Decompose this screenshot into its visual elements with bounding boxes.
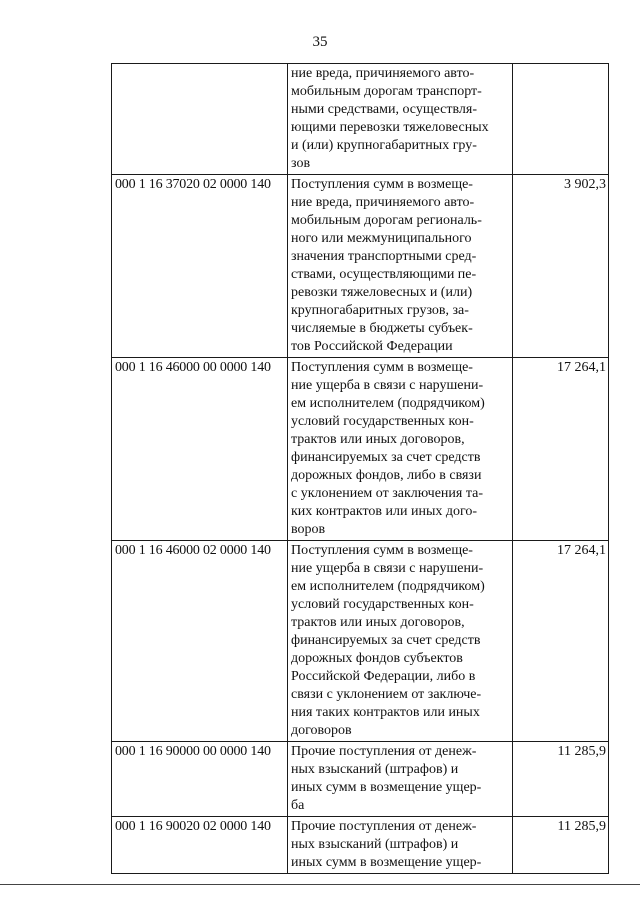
- description-line: Прочие поступления от денеж-: [291, 819, 477, 834]
- revenue-description: [288, 175, 513, 358]
- description-line: ба: [291, 798, 305, 813]
- description-line: ние ущерба в связи с нарушени-: [291, 561, 484, 576]
- description-line: иных сумм в возмещение ущер-: [291, 855, 482, 870]
- description-line: Прочие поступления от денеж-: [291, 744, 477, 759]
- description-line: связи с уклонением от заключе-: [291, 687, 482, 702]
- table-row: [112, 64, 609, 175]
- amount-value: 11 285,9: [513, 742, 609, 817]
- revenue-description: [288, 541, 513, 742]
- budget-classification-code: [112, 64, 288, 175]
- budget-classification-code: 000 1 16 90000 00 0000 140: [112, 742, 288, 817]
- description-line: финансируемых за счет средств: [291, 450, 481, 465]
- revenue-description: [288, 64, 513, 175]
- description-line: ствами, осуществляющими пе-: [291, 267, 477, 282]
- description-line: договоров: [291, 723, 352, 738]
- description-line: трактов или иных договоров,: [291, 432, 465, 447]
- description-line: зов: [291, 156, 311, 171]
- description-line: с уклонением от заключения та-: [291, 486, 484, 501]
- revenue-description: [288, 817, 513, 874]
- description-line: Российской Федерации, либо в: [291, 669, 476, 684]
- revenue-description: [288, 742, 513, 817]
- table-row: [112, 175, 609, 358]
- description-line: ние вреда, причиняемого авто-: [291, 195, 475, 210]
- description-line: ем исполнителем (подрядчиком): [291, 396, 485, 411]
- description-line: тов Российской Федерации: [291, 339, 453, 354]
- budget-classification-code: 000 1 16 90020 02 0000 140: [112, 817, 288, 874]
- revenue-description: [288, 358, 513, 541]
- description-line: Поступления сумм в возмеще-: [291, 360, 473, 375]
- description-line: условий государственных кон-: [291, 597, 474, 612]
- bottom-rule: [0, 884, 640, 885]
- budget-classification-code: 000 1 16 37020 02 0000 140: [112, 175, 288, 358]
- description-line: значения транспортными сред-: [291, 249, 477, 264]
- table-row: [112, 742, 609, 817]
- amount-value: 3 902,3: [513, 175, 609, 358]
- budget-classification-code: 000 1 16 46000 02 0000 140: [112, 541, 288, 742]
- description-line: ких контрактов или иных дого-: [291, 504, 478, 519]
- description-line: финансируемых за счет средств: [291, 633, 481, 648]
- page-number: 35: [312, 34, 328, 50]
- description-line: трактов или иных договоров,: [291, 615, 465, 630]
- description-line: Поступления сумм в возмеще-: [291, 543, 473, 558]
- description-line: ными средствами, осуществля-: [291, 102, 478, 117]
- description-line: и (или) крупногабаритных гру-: [291, 138, 477, 153]
- description-line: дорожных фондов, либо в связи: [291, 468, 482, 483]
- description-line: ных взысканий (штрафов) и: [291, 837, 459, 852]
- table-body: [112, 64, 609, 874]
- description-line: ных взысканий (штрафов) и: [291, 762, 459, 777]
- table-row: [112, 817, 609, 874]
- description-line: ние ущерба в связи с нарушени-: [291, 378, 484, 393]
- description-line: числяемые в бюджеты субъек-: [291, 321, 473, 336]
- description-line: ревозки тяжеловесных и (или): [291, 285, 473, 300]
- table-row: [112, 358, 609, 541]
- amount-value: 17 264,1: [513, 358, 609, 541]
- description-line: условий государственных кон-: [291, 414, 474, 429]
- budget-revenue-table: [111, 63, 609, 874]
- description-line: воров: [291, 522, 326, 537]
- description-line: крупногабаритных грузов, за-: [291, 303, 469, 318]
- budget-classification-code: 000 1 16 46000 00 0000 140: [112, 358, 288, 541]
- amount-value: 17 264,1: [513, 541, 609, 742]
- description-line: ние вреда, причиняемого авто-: [291, 66, 475, 81]
- description-line: дорожных фондов субъектов: [291, 651, 463, 666]
- description-line: ем исполнителем (подрядчиком): [291, 579, 485, 594]
- amount-value: [513, 64, 609, 175]
- description-line: ния таких контрактов или иных: [291, 705, 480, 720]
- description-line: ного или межмуниципального: [291, 231, 472, 246]
- table-row: [112, 541, 609, 742]
- amount-value: 11 285,9: [513, 817, 609, 874]
- description-line: иных сумм в возмещение ущер-: [291, 780, 482, 795]
- description-line: ющими перевозки тяжеловесных: [291, 120, 489, 135]
- description-line: мобильным дорогам региональ-: [291, 213, 482, 228]
- description-line: Поступления сумм в возмеще-: [291, 177, 473, 192]
- description-line: мобильным дорогам транспорт-: [291, 84, 482, 99]
